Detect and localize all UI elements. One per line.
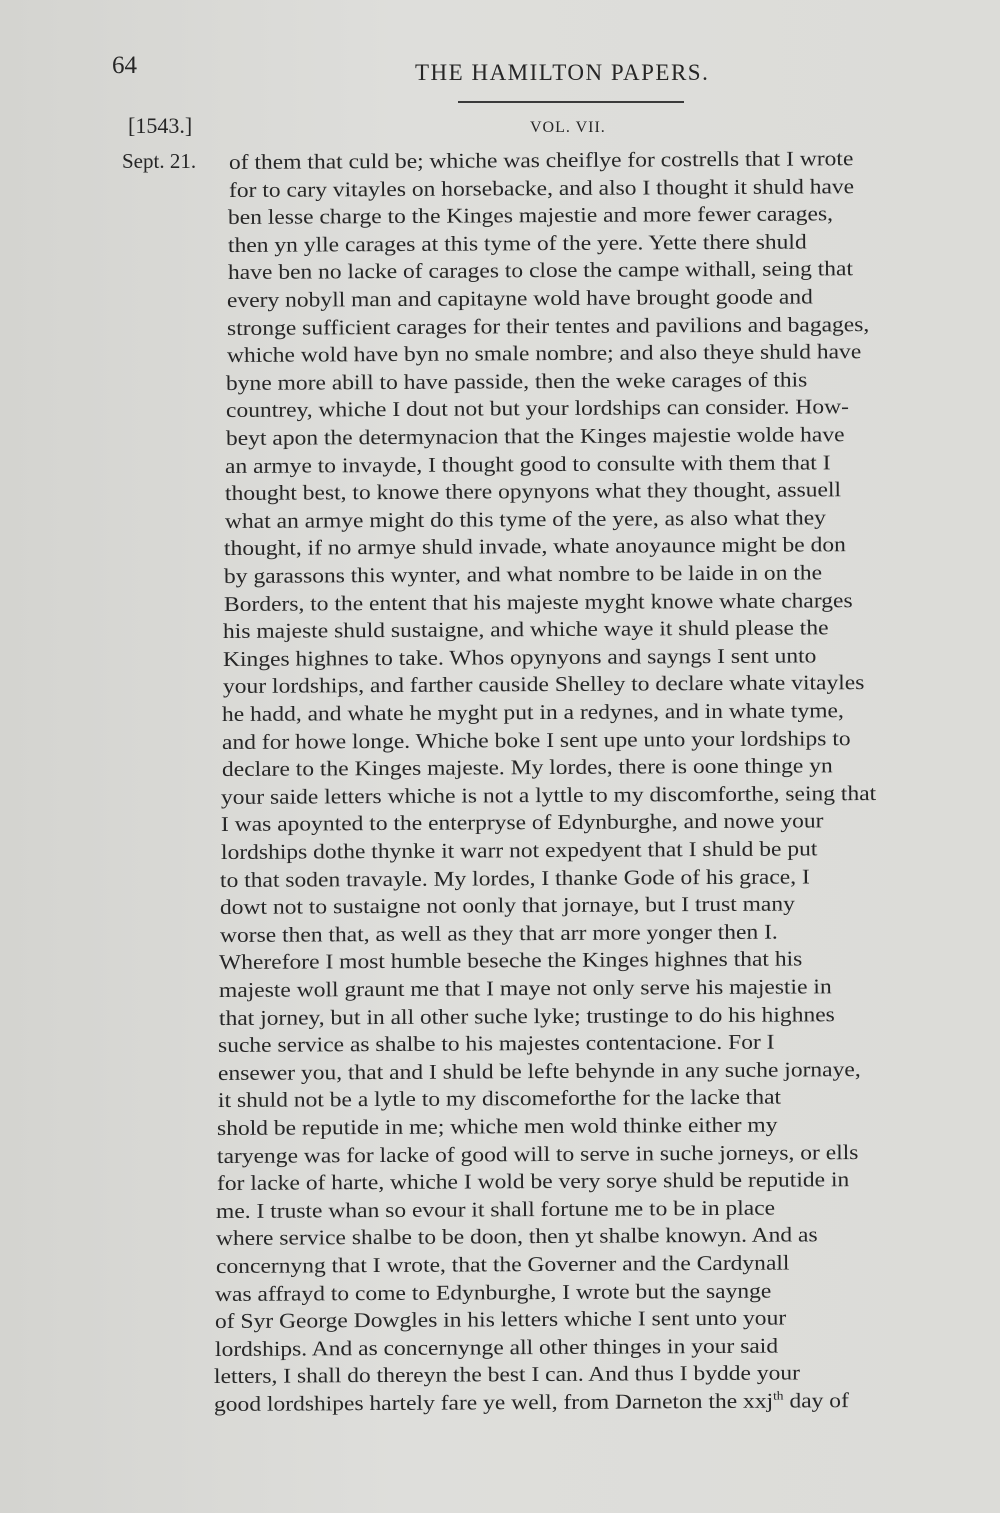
text-line xyxy=(225,505,826,533)
line-text: he hadd, and whate he myght put in a redynes, and in whate tyme, xyxy=(222,698,845,726)
line-text: I was apoynted to the enterpryse of Edynburghe, and nowe your xyxy=(220,808,824,837)
line-text: of Syr George Dowgles in his letters whiche I sent unto your xyxy=(214,1305,787,1334)
text-line xyxy=(228,229,807,257)
line-text: by garassons this wynter, and what nombre to be laide in on the xyxy=(223,560,823,588)
line-text: what an armye might do this tyme of the yere, as also what they xyxy=(224,505,826,533)
text-line xyxy=(222,753,833,781)
text-line xyxy=(217,1113,778,1140)
line-text: ben lesse charge to the Kinges majestie and more fewer carages, xyxy=(228,201,834,230)
text-line xyxy=(218,1085,781,1112)
ordinal-superscript: th xyxy=(773,1388,784,1403)
text-line xyxy=(222,698,844,726)
text-line xyxy=(224,588,853,616)
text-line xyxy=(227,312,869,340)
line-text: suche service as shalbe to his majestes contentacione. For I xyxy=(218,1029,775,1058)
text-line xyxy=(216,1250,790,1278)
line-text: countrey, whiche I dout not but your lordships can consider. How- xyxy=(225,394,850,423)
text-line xyxy=(215,1306,786,1333)
line-text: for to cary vitayles on horsebacke, and also I thought it shuld have xyxy=(228,173,854,202)
text-line xyxy=(216,1223,818,1251)
line-text: it shuld not be a lytle to my discomeforthe for the lacke that xyxy=(217,1084,781,1113)
text-line xyxy=(219,974,832,1002)
line-text: Kinges highnes to take. Whos opynyons and sayngs I sent unto xyxy=(222,643,817,671)
line-text: was affrayd to come to Edynburghe, I wrote but the saynge xyxy=(215,1278,772,1306)
line-text: your saide letters whiche is not a lyttle to my discomforthe, seing that xyxy=(221,780,877,809)
line-text: his majeste shuld sustaigne, and whiche waye it shuld please the xyxy=(223,615,829,644)
volume-label: VOL. VII. xyxy=(530,119,606,136)
text-line xyxy=(227,339,861,367)
line-text: thought, if no armye shuld invade, whate anoyaunce might be don xyxy=(224,532,847,561)
line-text: letters, I shall do thereyn the best I can. And thus I bydde your xyxy=(214,1360,801,1389)
line-text: worse then that, as well as they that arr more yonger then I. xyxy=(219,919,778,947)
text-line xyxy=(225,450,831,478)
line-text: whiche wold have byn no smale nombre; and also theye shuld have xyxy=(226,339,861,368)
line-text: declare to the Kinges majeste. My lordes, there is oone thinge yn xyxy=(221,753,833,782)
text-line xyxy=(222,726,851,754)
line-text: good lordshipes hartely fare ye well, from Darneton the xxj xyxy=(213,1388,774,1416)
running-title: THE HAMILTON PAPERS. xyxy=(415,60,710,85)
line-text: beyt apon the determynacion that the Kinges majestie wolde have xyxy=(225,422,845,450)
line-text: where service shalbe to be doon, then yt shalbe knowyn. And as xyxy=(215,1222,818,1251)
line-text: have ben no lacke of carages to close the campe withall, seing that xyxy=(227,256,853,285)
line-text: stronge sufficient carages for their tentes and pavilions and bagages, xyxy=(226,311,870,340)
line-text: concernyng that I wrote, that the Governer and the Cardynall xyxy=(215,1250,790,1278)
line-text: byne more abill to have passide, then the weke carages of this xyxy=(226,367,808,395)
text-line xyxy=(225,477,841,505)
line-text: dowt not to sustaigne not oonly that jornaye, but I trust many xyxy=(219,891,795,920)
line-text: of them that culd be; whiche was cheiflye for costrells that I wrote xyxy=(228,146,854,174)
text-line xyxy=(227,284,813,312)
text-line xyxy=(220,892,795,920)
line-text: taryenge was for lacke of good will to serve in suche jorneys, or ells xyxy=(216,1139,859,1168)
text-line xyxy=(218,1030,775,1057)
line-text: majeste woll graunt me that I maye not only serve his majestie in xyxy=(218,974,832,1002)
text-line xyxy=(220,919,778,946)
line-tail: day of xyxy=(783,1388,849,1413)
text-line xyxy=(220,864,810,892)
line-text: to that soden travayle. My lordes, I thanke Gode of his grace, I xyxy=(220,863,811,892)
text-line xyxy=(223,670,864,698)
text-line xyxy=(228,201,833,229)
text-line xyxy=(221,809,824,837)
text-line xyxy=(221,836,818,864)
line-text: your lordships, and farther causide Shelley to declare whate vitayles xyxy=(222,670,865,699)
text-line xyxy=(218,1057,861,1085)
page-number: 64 xyxy=(112,52,137,79)
line-text: an armye to invayde, I thought good to consulte with them that I xyxy=(225,449,831,478)
text-line xyxy=(217,1140,859,1168)
text-line xyxy=(221,781,876,809)
text-line xyxy=(216,1195,775,1222)
line-text: lordships dothe thynke it warr not expedyent that I shuld be put xyxy=(220,836,818,864)
line-text: lordships. And as concernynge all other thinges in your said xyxy=(214,1333,778,1361)
text-line xyxy=(229,146,854,174)
text-line xyxy=(226,395,849,423)
text-line xyxy=(229,174,854,202)
line-text: thought best, to knowe there opynyons what they thought, assuell xyxy=(224,477,842,506)
line-text: then yn ylle carages at this tyme of the yere. Yette there shuld xyxy=(227,229,807,257)
line-text: me. I truste whan so evour it shall fortune me to be in place xyxy=(216,1195,776,1223)
text-line xyxy=(228,257,853,285)
text-line xyxy=(224,533,846,561)
text-line xyxy=(223,615,829,643)
line-text: Wherefore I most humble beseche the Kinges highnes that his xyxy=(219,946,803,975)
text-line xyxy=(214,1361,800,1389)
year-marker: [1543.] xyxy=(128,113,193,138)
line-text: and for howe longe. Whiche boke I sent upe unto your lordships to xyxy=(221,725,851,754)
text-line xyxy=(217,1167,849,1195)
margin-date: Sept. 21. xyxy=(122,149,197,173)
line-text: shold be reputide in me; whiche men wold thinke either my xyxy=(217,1112,778,1140)
line-text: ensewer you, that and I shuld be lefte behynde in any suche jornaye, xyxy=(217,1056,861,1085)
text-line xyxy=(214,1388,849,1416)
text-line xyxy=(215,1333,778,1360)
text-line xyxy=(219,947,802,975)
line-text: for lacke of harte, whiche I wold be very sorye shuld be reputide in xyxy=(216,1167,849,1196)
text-line xyxy=(219,1002,835,1030)
text-line xyxy=(226,367,807,395)
text-line xyxy=(226,422,845,450)
text-line xyxy=(224,560,822,588)
title-rule xyxy=(458,101,684,103)
line-text: Borders, to the entent that his majeste myght knowe whate charges xyxy=(223,587,853,616)
line-text: that jorney, but in all other suche lyke; trustinge to do his highnes xyxy=(218,1001,835,1030)
text-line xyxy=(223,643,817,671)
line-text: every nobyll man and capitayne wold have brought goode and xyxy=(227,284,814,312)
text-line xyxy=(215,1278,771,1305)
